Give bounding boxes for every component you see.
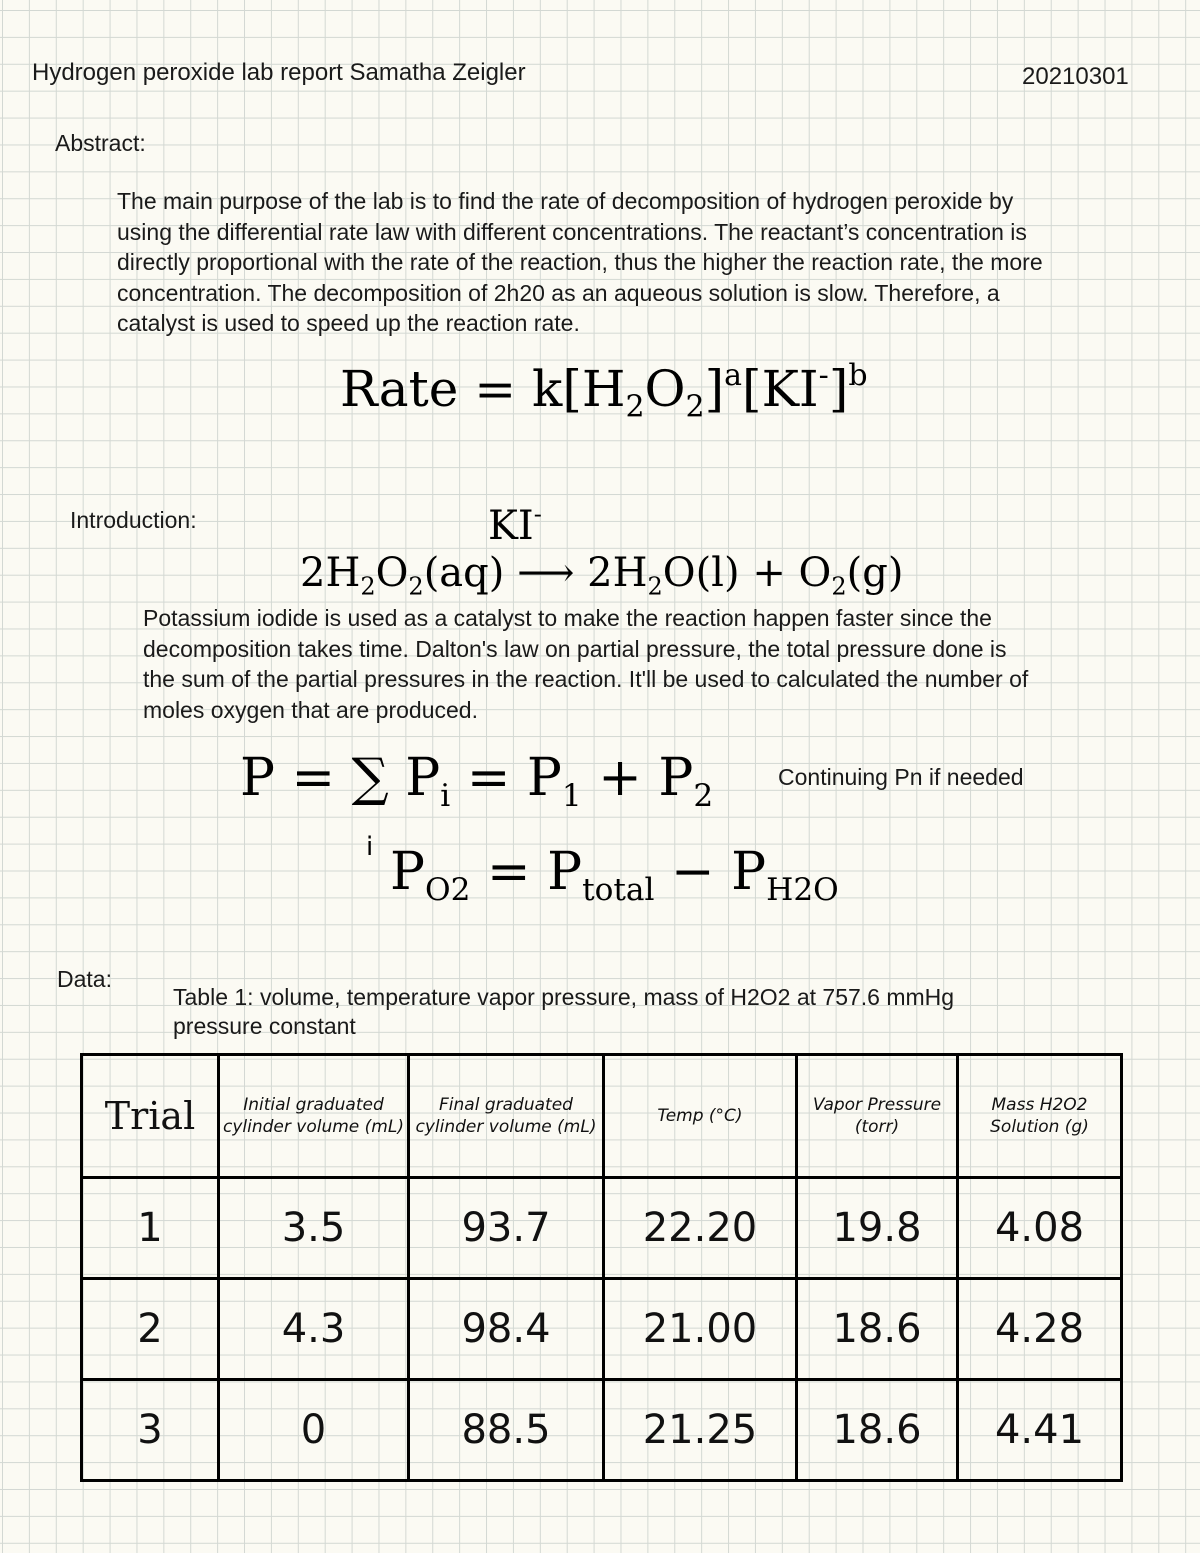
reactant-h: H	[325, 550, 361, 596]
water-pressure: P	[731, 842, 767, 902]
abstract-paragraph	[117, 186, 1192, 339]
table-cell: 18.6	[797, 1380, 958, 1481]
decomposition-reaction	[300, 550, 903, 600]
pressure-1: P	[526, 748, 562, 808]
catalyst-label	[488, 500, 542, 549]
data-heading: Data:	[57, 966, 112, 992]
introduction-paragraph	[143, 603, 1188, 725]
subscript: H2O	[766, 871, 839, 908]
table-row	[82, 1178, 1122, 1279]
continuing-note: Continuing Pn if needed	[778, 764, 1024, 790]
oxygen-pressure: P	[390, 842, 425, 902]
table-cell: 98.4	[409, 1279, 604, 1380]
abstract-line: catalyst is used to speed up the reaction rate.	[117, 310, 580, 336]
subscript: 2	[625, 389, 645, 425]
table-cell: 4.08	[958, 1178, 1122, 1279]
table-header-row	[82, 1055, 1122, 1178]
product-o: O	[662, 550, 696, 596]
table-cell: 2	[82, 1279, 219, 1380]
coefficient: 2	[300, 550, 326, 596]
table-cell: 21.25	[604, 1380, 797, 1481]
column-header: Trial	[82, 1055, 219, 1178]
column-header: Initial graduated cylinder volume (mL)	[219, 1055, 409, 1178]
subscript: 2	[693, 777, 714, 814]
sum-index: i	[366, 832, 374, 862]
table-cell: 0	[219, 1380, 409, 1481]
coefficient: 2	[587, 550, 613, 596]
state-g: (g)	[846, 550, 904, 596]
introduction-line: Potassium iodide is used as a catalyst to make the reaction happen faster since the	[143, 605, 992, 631]
table-cell: 88.5	[409, 1380, 604, 1481]
subscript: O2	[425, 871, 471, 908]
state-aq: (aq)	[423, 550, 505, 596]
charge: -	[533, 500, 542, 528]
h2o2-o: O	[644, 360, 686, 418]
abstract-line: The main purpose of the lab is to find the rate of decomposition of hydrogen peroxide by	[117, 188, 1014, 214]
column-header: Vapor Pressure (torr)	[797, 1055, 958, 1178]
ki-species: KI	[761, 360, 819, 418]
abstract-line: directly proportional with the rate of the reaction, thus the higher the reaction rate, the more	[117, 249, 1043, 275]
equals-sign: =	[466, 748, 511, 808]
table-cell: 22.20	[604, 1178, 797, 1279]
table-caption	[173, 983, 1133, 1041]
reactant-o: O	[375, 550, 409, 596]
rate-constant: k	[532, 360, 563, 418]
subscript: 2	[647, 572, 663, 601]
caption-line: pressure constant	[173, 1013, 356, 1039]
charge: -	[818, 358, 829, 393]
rate-label: Rate	[340, 360, 459, 418]
caption-line: Table 1: volume, temperature vapor pressure, mass of H2O2 at 757.6 mmHg	[173, 984, 955, 1010]
table-row	[82, 1380, 1122, 1481]
state-l: (l)	[695, 550, 740, 596]
table-cell: 4.3	[219, 1279, 409, 1380]
report-title: Hydrogen peroxide lab report Samatha Zeigler	[32, 59, 526, 86]
data-table	[80, 1053, 1123, 1482]
table-cell: 18.6	[797, 1279, 958, 1380]
abstract-line: using the differential rate law with different concentrations. The reactant’s concentration is	[117, 218, 1027, 245]
subscript: 2	[408, 572, 424, 601]
h2o2-h: H	[581, 360, 626, 418]
equals-sign: =	[486, 842, 531, 902]
sigma-icon: ∑	[351, 748, 389, 808]
abstract-line: concentration. The decomposition of 2h20 as an aqueous solution is slow. Therefore, a	[117, 279, 1000, 306]
subscript: total	[582, 871, 655, 908]
column-header: Final graduated cylinder volume (mL)	[409, 1055, 604, 1178]
table-cell: 21.00	[604, 1279, 797, 1380]
plus-sign: +	[598, 748, 642, 808]
partial-pressure: P	[405, 748, 441, 808]
introduction-line: decomposition takes time. Dalton's law on partial pressure, the total pressure done is	[143, 635, 1007, 662]
introduction-heading: Introduction:	[70, 507, 197, 533]
product-o2: O	[798, 550, 832, 596]
column-header: Temp (°C)	[604, 1055, 797, 1178]
table-cell: 4.41	[958, 1380, 1122, 1481]
exponent-a: a	[724, 358, 743, 393]
introduction-line: moles oxygen that are produced.	[143, 696, 478, 723]
rate-equation: Rate = $k[H_2O_2]^a[KI^-]^b$	[340, 358, 868, 425]
plus-sign: +	[752, 550, 786, 596]
table-cell: 3	[82, 1380, 219, 1481]
report-date: 20210301	[1022, 63, 1129, 90]
minus-sign: −	[671, 842, 715, 902]
total-pressure: P	[240, 748, 275, 808]
column-header: Mass H2O2 Solution (g)	[958, 1055, 1122, 1178]
subscript: 2	[360, 572, 376, 601]
product-h: H	[612, 550, 648, 596]
table-row	[82, 1279, 1122, 1380]
subscript: 2	[831, 572, 847, 601]
table-cell: 1	[82, 1178, 219, 1279]
table-cell: 3.5	[219, 1178, 409, 1279]
equals-sign: =	[474, 360, 517, 418]
oxygen-pressure-equation	[390, 842, 839, 908]
subscript: i	[440, 777, 451, 814]
catalyst-ki: KI	[488, 502, 534, 549]
table-cell: 4.28	[958, 1279, 1122, 1380]
arrow-icon: ⟶	[517, 550, 575, 596]
table-cell: 19.8	[797, 1178, 958, 1279]
table-cell: 93.7	[409, 1178, 604, 1279]
abstract-heading: Abstract:	[55, 130, 146, 156]
pressure-2: P	[658, 748, 694, 808]
total-pressure: P	[547, 842, 583, 902]
introduction-line: the sum of the partial pressures in the reaction. It'll be used to calculated the number of	[143, 666, 1029, 692]
dalton-equation	[240, 748, 713, 814]
subscript: 2	[685, 389, 705, 425]
exponent-b: b	[848, 358, 868, 393]
equals-sign: =	[291, 748, 336, 808]
subscript: 1	[561, 777, 582, 814]
